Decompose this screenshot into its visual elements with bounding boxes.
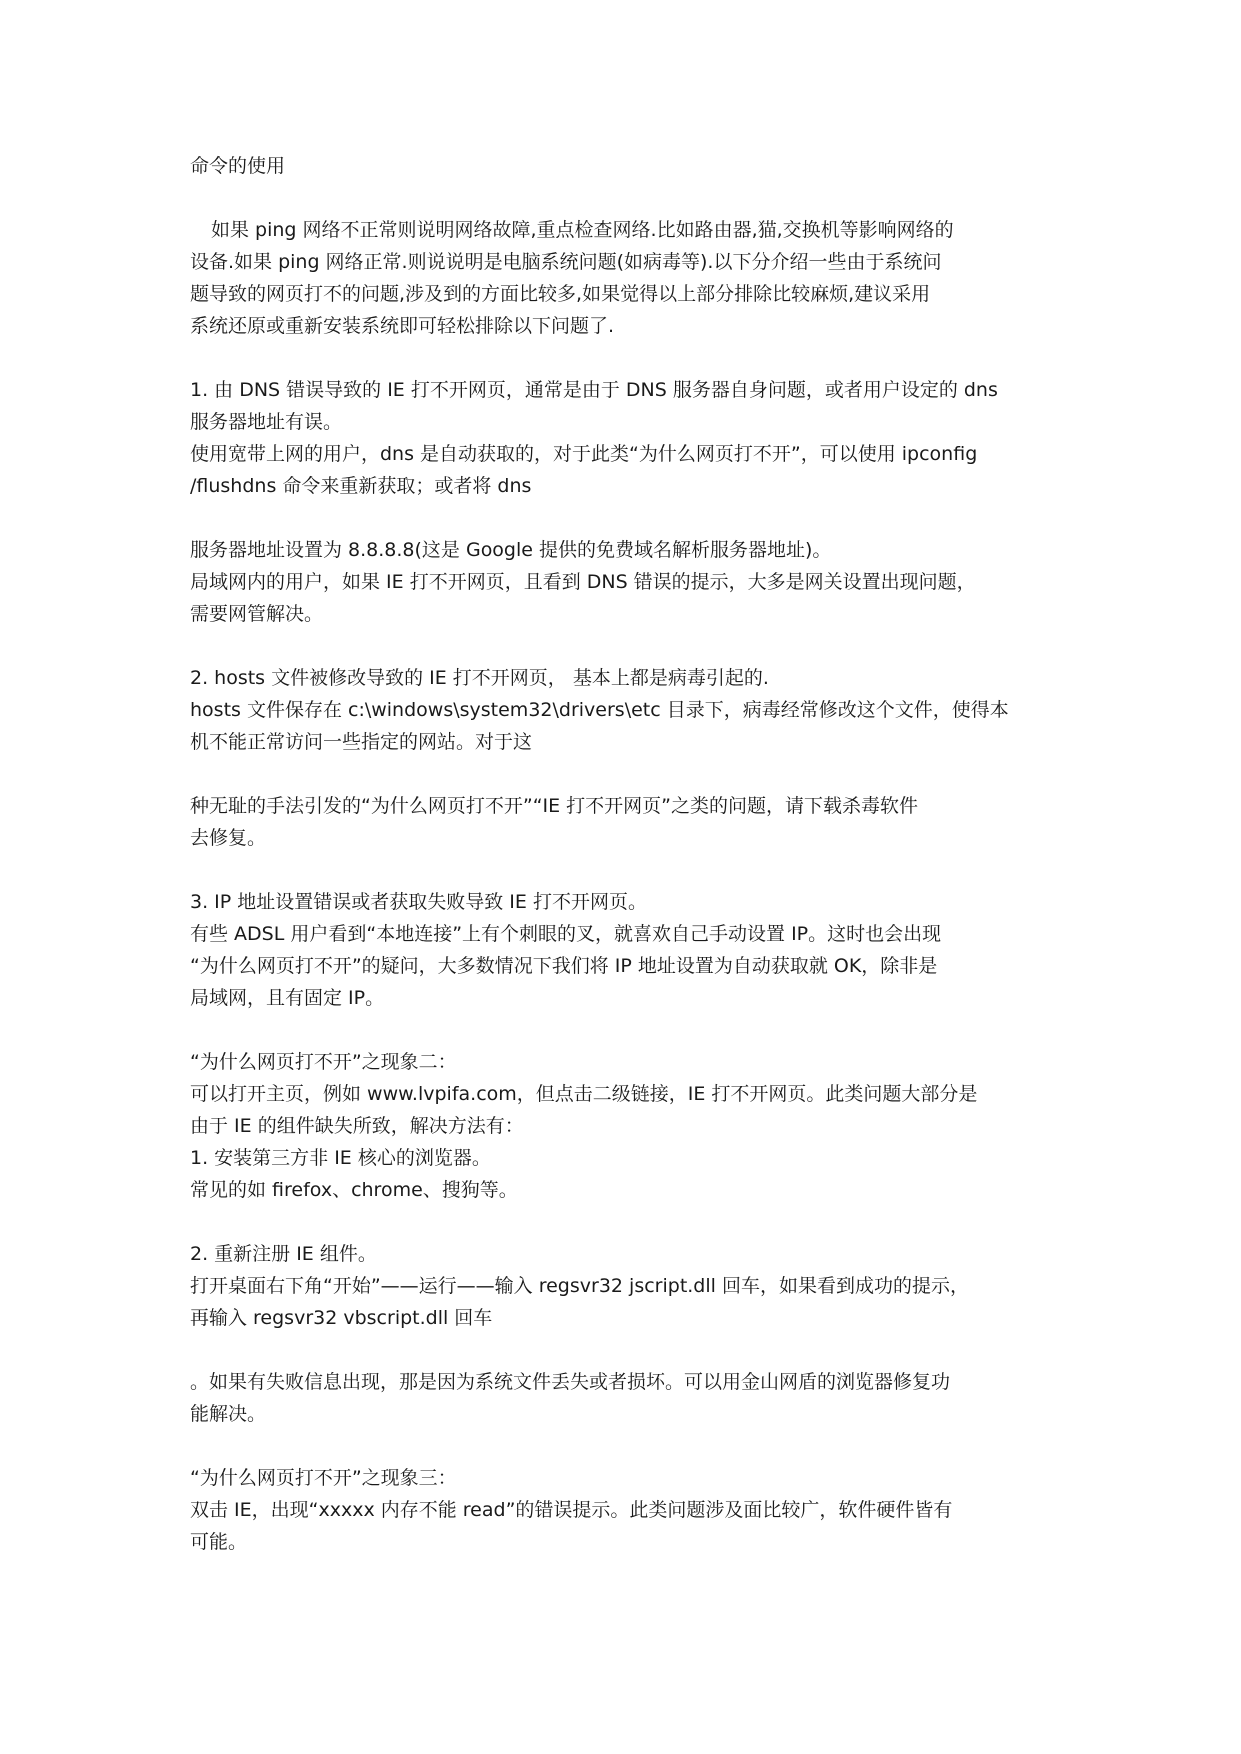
spacer xyxy=(190,630,1060,662)
text-line: 可以打开主页，例如 www.lvpifa.com，但点击二级链接，IE 打不开网页。此类问题大部分是 xyxy=(190,1083,978,1105)
text-line: 1. 由 DNS 错误导致的 IE 打不开网页，通常是由于 DNS 服务器自身问题，或者用户设定的 dns xyxy=(190,379,998,401)
spacer xyxy=(190,502,1060,534)
text-line: 由于 IE 的组件缺失所致，解决方法有： xyxy=(190,1115,524,1137)
intro-paragraph xyxy=(190,214,1060,342)
text-line: 如果 ping 网络不正常则说明网络故障,重点检查网络.比如路由器,猫,交换机等影响网络的 xyxy=(211,219,954,241)
text-line: 能解决。 xyxy=(190,1403,267,1425)
section-reregister xyxy=(190,1238,1060,1334)
spacer xyxy=(190,854,1060,886)
text-line: 局域网，且有固定 IP。 xyxy=(190,987,385,1009)
text-line: 1. 安装第三方非 IE 核心的浏览器。 xyxy=(190,1147,491,1169)
section-reregister-continued xyxy=(190,1366,1060,1430)
text-line: 。如果有失败信息出现，那是因为系统文件丢失或者损坏。可以用金山网盾的浏览器修复功 xyxy=(190,1371,951,1393)
text-line: “为什么网页打不开”之现象三： xyxy=(190,1467,457,1489)
spacer xyxy=(190,1014,1060,1046)
text-line: 系统还原或重新安装系统即可轻松排除以下问题了. xyxy=(190,315,615,337)
section-hosts xyxy=(190,662,1060,758)
text-line: 使用宽带上网的用户，dns 是自动获取的，对于此类“为什么网页打不开”，可以使用 ipconfig xyxy=(190,443,978,465)
text-line: 可能。 xyxy=(190,1531,248,1553)
text-line: 局域网内的用户，如果 IE 打不开网页，且看到 DNS 错误的提示，大多是网关设置出现问题， xyxy=(190,571,976,593)
text-line: 打开桌面右下角“开始”——运行——输入 regsvr32 jscript.dll 回车，如果看到成功的提示， xyxy=(190,1275,969,1297)
section-dns-continued xyxy=(190,534,1060,630)
section-ip xyxy=(190,886,1060,1014)
document-title: 命令的使用 xyxy=(190,155,286,177)
text-line: 2. 重新注册 IE 组件。 xyxy=(190,1243,377,1265)
section-phenomenon-two xyxy=(190,1046,1060,1206)
spacer xyxy=(190,1334,1060,1366)
text-line: 2. hosts 文件被修改导致的 IE 打不开网页， 基本上都是病毒引起的. xyxy=(190,667,769,689)
text-line: 服务器地址有误。 xyxy=(190,411,343,433)
text-line: 设备.如果 ping 网络正常.则说说明是电脑系统问题(如病毒等).以下分介绍一些由于系统问 xyxy=(190,251,942,273)
text-line: 机不能正常访问一些指定的网站。对于这 xyxy=(190,731,533,753)
text-line: 种无耻的手法引发的“为什么网页打不开”“IE 打不开网页”之类的问题，请下载杀毒软件 xyxy=(190,795,919,817)
spacer xyxy=(190,342,1060,374)
text-line: “为什么网页打不开”之现象二： xyxy=(190,1051,457,1073)
text-line: 题导致的网页打不的问题,涉及到的方面比较多,如果觉得以上部分排除比较麻烦,建议采用 xyxy=(190,283,931,305)
section-phenomenon-three xyxy=(190,1462,1060,1558)
spacer xyxy=(190,182,1060,214)
text-line: 3. IP 地址设置错误或者获取失败导致 IE 打不开网页。 xyxy=(190,891,647,913)
text-line: 常见的如 firefox、chrome、搜狗等。 xyxy=(190,1179,518,1201)
text-line: 有些 ADSL 用户看到“本地连接”上有个刺眼的叉，就喜欢自己手动设置 IP。这时也会出现 xyxy=(190,923,942,945)
section-dns xyxy=(190,374,1060,502)
text-line: 服务器地址设置为 8.8.8.8(这是 Google 提供的免费域名解析服务器地址)。 xyxy=(190,539,832,561)
text-line: /flushdns 命令来重新获取；或者将 dns xyxy=(190,475,532,497)
text-line: 再输入 regsvr32 vbscript.dll 回车 xyxy=(190,1307,493,1329)
spacer xyxy=(190,1206,1060,1238)
spacer xyxy=(190,758,1060,790)
text-line: hosts 文件保存在 c:\windows\system32\drivers\etc 目录下，病毒经常修改这个文件，使得本 xyxy=(190,699,1009,721)
section-hosts-continued xyxy=(190,790,1060,854)
text-line: “为什么网页打不开”的疑问，大多数情况下我们将 IP 地址设置为自动获取就 OK，除非是 xyxy=(190,955,938,977)
text-line: 需要网管解决。 xyxy=(190,603,324,625)
text-line: 双击 IE，出现“xxxxx 内存不能 read”的错误提示。此类问题涉及面比较广，软件硬件皆有 xyxy=(190,1499,953,1521)
spacer xyxy=(190,1430,1060,1462)
document-body xyxy=(190,150,1060,1558)
text-line: 去修复。 xyxy=(190,827,267,849)
